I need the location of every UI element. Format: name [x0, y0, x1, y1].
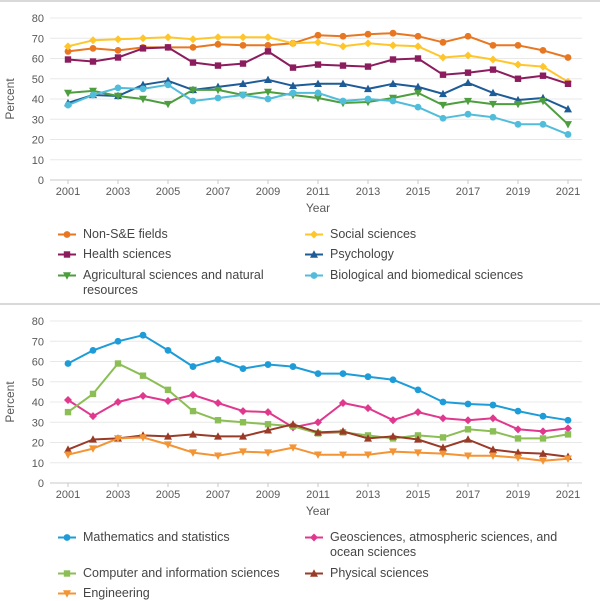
svg-text:80: 80 [31, 13, 44, 25]
svg-text:2007: 2007 [205, 489, 231, 501]
svg-text:50: 50 [31, 376, 44, 389]
legend-label: Psychology [330, 247, 394, 262]
legend-label: Engineering [83, 585, 150, 600]
svg-text:2005: 2005 [155, 186, 181, 198]
svg-text:2015: 2015 [405, 186, 431, 198]
svg-text:20: 20 [31, 134, 44, 147]
legend-label: Health sciences [83, 247, 172, 262]
svg-text:2013: 2013 [355, 489, 381, 501]
psychology-triangle-marker-icon [305, 249, 323, 260]
svg-text:2005: 2005 [155, 489, 181, 501]
svg-text:70: 70 [31, 33, 44, 46]
x-axis-title: Year [305, 201, 331, 215]
x-axis-title: Year [305, 504, 331, 518]
gridlines [50, 321, 582, 483]
svg-text:2011: 2011 [306, 186, 330, 198]
svg-text:60: 60 [31, 53, 44, 66]
legend-item-physical-sciences[interactable] [305, 566, 592, 581]
legend-item-health-sciences[interactable] [58, 247, 305, 262]
svg-text:2021: 2021 [555, 489, 581, 501]
y-axis-tick-labels [32, 316, 44, 490]
legend-item-psychology[interactable] [305, 247, 592, 262]
non-s-e-fields-circle-marker-icon [58, 229, 76, 240]
x-axis-tick-labels [56, 483, 580, 501]
svg-text:40: 40 [31, 397, 44, 409]
bottom-chart-legend [58, 530, 592, 601]
legend-label: Physical sciences [330, 565, 429, 580]
svg-text:2013: 2013 [355, 186, 381, 198]
y-axis-title: Percent [3, 78, 17, 120]
legend-item-biological-and-biomedical-sciences[interactable] [305, 268, 592, 283]
svg-text:2017: 2017 [455, 489, 481, 501]
bottom-chart-section [0, 303, 600, 601]
svg-text:2019: 2019 [505, 489, 531, 501]
legend-label: Biological and biomedical sciences [330, 267, 524, 282]
legend-label: Social sciences [330, 227, 417, 241]
legend-label: Geosciences, atmospheric sciences, and ocean sciences [330, 530, 558, 560]
y-axis-title: Percent [3, 381, 17, 423]
svg-text:2015: 2015 [405, 489, 431, 501]
computer-and-information-sciences-square-marker-icon [58, 568, 76, 579]
health-sciences-square-marker-icon [58, 249, 76, 260]
svg-text:0: 0 [37, 478, 44, 490]
legend-item-mathematics-and-statistics[interactable] [58, 530, 305, 545]
biological-and-biomedical-sciences-circle-marker-icon [305, 270, 323, 281]
x-axis-tick-labels [56, 180, 580, 198]
legend-item-engineering[interactable] [58, 586, 305, 601]
svg-text:2003: 2003 [105, 489, 131, 501]
legend-label: Agricultural sciences and natural resources [83, 267, 264, 297]
svg-text:50: 50 [31, 73, 44, 86]
bottom-chart-canvas [0, 305, 600, 520]
top-chart-canvas [0, 2, 600, 217]
svg-text:20: 20 [31, 437, 44, 450]
y-axis-tick-labels [32, 13, 44, 187]
svg-text:60: 60 [31, 356, 44, 369]
legend-label: Mathematics and statistics [83, 530, 230, 544]
svg-text:30: 30 [31, 417, 44, 430]
legend-item-geosciences-atmospheric-sciences-and-oce[interactable] [305, 530, 592, 561]
physical-sciences-triangle-marker-icon [305, 568, 323, 579]
series-social-sciences [64, 33, 572, 86]
legend-item-computer-and-information-sciences[interactable] [58, 566, 305, 581]
engineering-triangle-down-marker-icon [58, 588, 76, 599]
legend-item-social-sciences[interactable] [305, 227, 592, 242]
svg-text:2001: 2001 [55, 489, 81, 501]
svg-text:2021: 2021 [555, 186, 581, 198]
svg-text:40: 40 [31, 94, 44, 106]
svg-text:30: 30 [31, 114, 44, 127]
agricultural-sciences-and-natural-resour-triangle-down-marker-icon [58, 270, 76, 281]
svg-text:0: 0 [37, 175, 44, 187]
svg-text:2009: 2009 [255, 489, 281, 501]
svg-text:10: 10 [31, 154, 44, 167]
svg-text:80: 80 [31, 316, 44, 328]
svg-text:2003: 2003 [105, 186, 131, 198]
svg-text:2011: 2011 [306, 489, 330, 501]
svg-text:10: 10 [31, 457, 44, 470]
mathematics-and-statistics-circle-marker-icon [58, 532, 76, 543]
social-sciences-diamond-marker-icon [305, 229, 323, 240]
svg-text:2009: 2009 [255, 186, 281, 198]
svg-text:70: 70 [31, 336, 44, 349]
legend-item-non-s-e-fields[interactable] [58, 227, 305, 242]
legend-item-agricultural-sciences-and-natural-resour[interactable] [58, 268, 305, 299]
top-chart-legend [58, 227, 592, 298]
legend-label: Computer and information sciences [83, 565, 280, 580]
legend-label: Non-S&E fields [83, 227, 168, 241]
svg-text:2007: 2007 [205, 186, 231, 198]
series-biological-and-biomedical-sciences [65, 81, 572, 137]
svg-text:2019: 2019 [505, 186, 531, 198]
svg-text:2001: 2001 [55, 186, 81, 198]
svg-text:2017: 2017 [455, 186, 481, 198]
geosciences-atmospheric-sciences-and-oce-diamond-marker-icon [305, 532, 323, 543]
